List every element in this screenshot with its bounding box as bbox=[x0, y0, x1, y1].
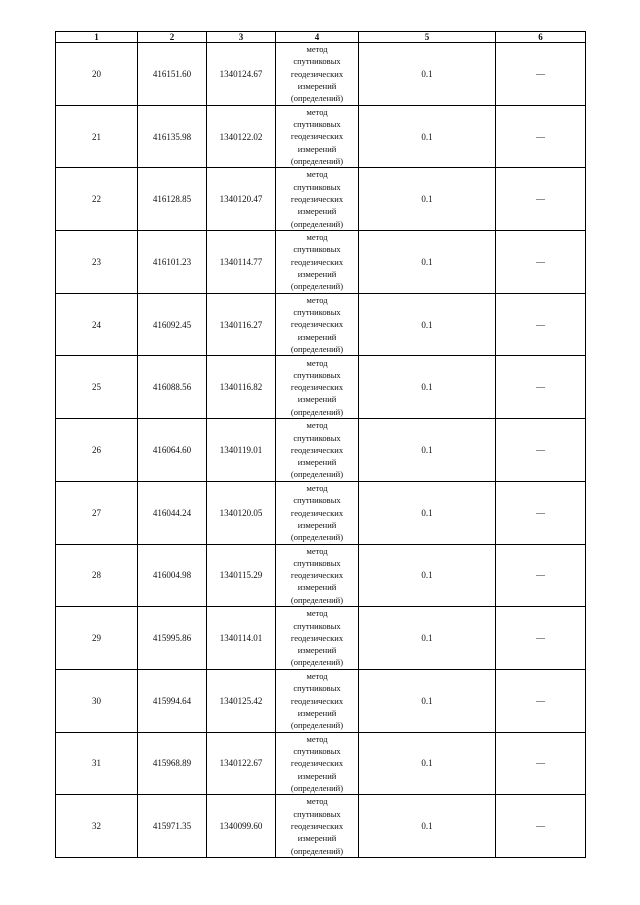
method-line: метод bbox=[306, 420, 328, 431]
note-cell: — bbox=[496, 669, 586, 732]
note-cell: — bbox=[496, 481, 586, 544]
method-cell bbox=[276, 481, 359, 544]
accuracy-cell: 0.1 bbox=[359, 732, 496, 795]
y-coordinate-cell: 1340120.05 bbox=[207, 481, 276, 544]
method-line: геодезических bbox=[290, 444, 344, 455]
y-coordinate-cell: 1340120.47 bbox=[207, 168, 276, 231]
method-line: спутниковых bbox=[293, 56, 341, 67]
y-coordinate-cell: 1340122.67 bbox=[207, 732, 276, 795]
method-line: (определений) bbox=[290, 845, 344, 856]
accuracy-cell: 0.1 bbox=[359, 419, 496, 482]
method-line: измерений bbox=[297, 331, 337, 342]
y-coordinate-cell: 1340116.82 bbox=[207, 356, 276, 419]
coordinates-table bbox=[55, 31, 586, 858]
point-number-cell: 21 bbox=[56, 105, 138, 168]
accuracy-cell: 0.1 bbox=[359, 43, 496, 106]
method-line: (определений) bbox=[290, 594, 344, 605]
method-cell bbox=[276, 544, 359, 607]
accuracy-cell: 0.1 bbox=[359, 795, 496, 858]
method-line: геодезических bbox=[290, 194, 344, 205]
method-line: метод bbox=[306, 169, 328, 180]
point-number-cell: 29 bbox=[56, 607, 138, 670]
method-line: измерений bbox=[297, 519, 337, 530]
point-number-cell: 28 bbox=[56, 544, 138, 607]
method-cell bbox=[276, 231, 359, 294]
method-line: метод bbox=[306, 670, 328, 681]
method-line: геодезических bbox=[290, 507, 344, 518]
method-line: геодезических bbox=[290, 68, 344, 79]
y-coordinate-cell: 1340116.27 bbox=[207, 293, 276, 356]
method-line: (определений) bbox=[290, 782, 344, 793]
method-line: геодезических bbox=[290, 820, 344, 831]
point-number-cell: 24 bbox=[56, 293, 138, 356]
note-cell: — bbox=[496, 168, 586, 231]
table-body bbox=[56, 43, 586, 858]
accuracy-cell: 0.1 bbox=[359, 105, 496, 168]
method-line: (определений) bbox=[290, 469, 344, 480]
point-number-cell: 23 bbox=[56, 231, 138, 294]
point-number-cell: 26 bbox=[56, 419, 138, 482]
method-line: спутниковых bbox=[293, 432, 341, 443]
method-cell bbox=[276, 607, 359, 670]
method-line: метод bbox=[306, 357, 328, 368]
method-line: измерений bbox=[297, 770, 337, 781]
note-cell: — bbox=[496, 607, 586, 670]
header-row bbox=[56, 32, 586, 43]
note-cell: — bbox=[496, 795, 586, 858]
method-line: (определений) bbox=[290, 532, 344, 543]
method-line: геодезических bbox=[290, 319, 344, 330]
x-coordinate-cell: 416135.98 bbox=[138, 105, 207, 168]
method-line: измерений bbox=[297, 394, 337, 405]
method-line: спутниковых bbox=[293, 745, 341, 756]
method-line: (определений) bbox=[290, 218, 344, 229]
table-row bbox=[56, 419, 586, 482]
y-coordinate-cell: 1340114.01 bbox=[207, 607, 276, 670]
method-line: метод bbox=[306, 106, 328, 117]
method-line: (определений) bbox=[290, 344, 344, 355]
x-coordinate-cell: 415971.35 bbox=[138, 795, 207, 858]
x-coordinate-cell: 415994.64 bbox=[138, 669, 207, 732]
method-line: измерений bbox=[297, 582, 337, 593]
y-coordinate-cell: 1340114.77 bbox=[207, 231, 276, 294]
accuracy-cell: 0.1 bbox=[359, 544, 496, 607]
point-number-cell: 31 bbox=[56, 732, 138, 795]
note-cell: — bbox=[496, 231, 586, 294]
method-line: измерений bbox=[297, 206, 337, 217]
accuracy-cell: 0.1 bbox=[359, 293, 496, 356]
method-line: метод bbox=[306, 796, 328, 807]
table-row bbox=[56, 168, 586, 231]
method-cell bbox=[276, 419, 359, 482]
method-cell bbox=[276, 795, 359, 858]
note-cell: — bbox=[496, 43, 586, 106]
method-line: спутниковых bbox=[293, 557, 341, 568]
table-row bbox=[56, 231, 586, 294]
x-coordinate-cell: 416004.98 bbox=[138, 544, 207, 607]
method-line: (определений) bbox=[290, 406, 344, 417]
table-row bbox=[56, 732, 586, 795]
x-coordinate-cell: 416151.60 bbox=[138, 43, 207, 106]
method-cell bbox=[276, 43, 359, 106]
header-col-1: 1 bbox=[56, 32, 138, 43]
method-line: геодезических bbox=[290, 632, 344, 643]
table-row bbox=[56, 607, 586, 670]
method-line: метод bbox=[306, 294, 328, 305]
note-cell: — bbox=[496, 293, 586, 356]
method-line: метод bbox=[306, 545, 328, 556]
method-line: метод bbox=[306, 44, 328, 55]
accuracy-cell: 0.1 bbox=[359, 669, 496, 732]
point-number-cell: 22 bbox=[56, 168, 138, 231]
method-line: измерений bbox=[297, 833, 337, 844]
method-line: измерений bbox=[297, 707, 337, 718]
point-number-cell: 30 bbox=[56, 669, 138, 732]
table-row bbox=[56, 43, 586, 106]
header-col-2: 2 bbox=[138, 32, 207, 43]
header-col-4: 4 bbox=[276, 32, 359, 43]
point-number-cell: 25 bbox=[56, 356, 138, 419]
note-cell: — bbox=[496, 105, 586, 168]
point-number-cell: 32 bbox=[56, 795, 138, 858]
x-coordinate-cell: 416101.23 bbox=[138, 231, 207, 294]
method-line: метод bbox=[306, 608, 328, 619]
x-coordinate-cell: 416128.85 bbox=[138, 168, 207, 231]
table-row bbox=[56, 544, 586, 607]
table-row bbox=[56, 795, 586, 858]
point-number-cell: 27 bbox=[56, 481, 138, 544]
table-row bbox=[56, 481, 586, 544]
accuracy-cell: 0.1 bbox=[359, 168, 496, 231]
method-line: спутниковых bbox=[293, 808, 341, 819]
accuracy-cell: 0.1 bbox=[359, 607, 496, 670]
method-line: спутниковых bbox=[293, 244, 341, 255]
point-number-cell: 20 bbox=[56, 43, 138, 106]
table-row bbox=[56, 105, 586, 168]
y-coordinate-cell: 1340119.01 bbox=[207, 419, 276, 482]
y-coordinate-cell: 1340099.60 bbox=[207, 795, 276, 858]
method-line: спутниковых bbox=[293, 307, 341, 318]
header-col-5: 5 bbox=[359, 32, 496, 43]
note-cell: — bbox=[496, 419, 586, 482]
note-cell: — bbox=[496, 732, 586, 795]
method-line: геодезических bbox=[290, 382, 344, 393]
method-line: измерений bbox=[297, 80, 337, 91]
method-line: геодезических bbox=[290, 570, 344, 581]
method-line: спутниковых bbox=[293, 369, 341, 380]
y-coordinate-cell: 1340124.67 bbox=[207, 43, 276, 106]
method-line: метод bbox=[306, 232, 328, 243]
table-row bbox=[56, 356, 586, 419]
method-cell bbox=[276, 732, 359, 795]
method-line: геодезических bbox=[290, 256, 344, 267]
method-line: измерений bbox=[297, 645, 337, 656]
method-line: (определений) bbox=[290, 720, 344, 731]
method-line: геодезических bbox=[290, 695, 344, 706]
method-line: спутниковых bbox=[293, 181, 341, 192]
accuracy-cell: 0.1 bbox=[359, 481, 496, 544]
method-line: (определений) bbox=[290, 281, 344, 292]
method-cell bbox=[276, 293, 359, 356]
method-line: спутниковых bbox=[293, 620, 341, 631]
x-coordinate-cell: 416064.60 bbox=[138, 419, 207, 482]
table-row bbox=[56, 293, 586, 356]
x-coordinate-cell: 416088.56 bbox=[138, 356, 207, 419]
note-cell: — bbox=[496, 356, 586, 419]
method-cell bbox=[276, 356, 359, 419]
method-line: (определений) bbox=[290, 657, 344, 668]
method-line: измерений bbox=[297, 269, 337, 280]
method-line: метод bbox=[306, 733, 328, 744]
y-coordinate-cell: 1340115.29 bbox=[207, 544, 276, 607]
accuracy-cell: 0.1 bbox=[359, 231, 496, 294]
method-cell bbox=[276, 669, 359, 732]
x-coordinate-cell: 416044.24 bbox=[138, 481, 207, 544]
header-col-6: 6 bbox=[496, 32, 586, 43]
method-line: измерений bbox=[297, 457, 337, 468]
note-cell: — bbox=[496, 544, 586, 607]
method-line: геодезических bbox=[290, 131, 344, 142]
method-cell bbox=[276, 105, 359, 168]
x-coordinate-cell: 415968.89 bbox=[138, 732, 207, 795]
y-coordinate-cell: 1340125.42 bbox=[207, 669, 276, 732]
method-line: метод bbox=[306, 482, 328, 493]
method-cell bbox=[276, 168, 359, 231]
method-line: геодезических bbox=[290, 758, 344, 769]
table-row bbox=[56, 669, 586, 732]
method-line: спутниковых bbox=[293, 683, 341, 694]
method-line: спутниковых bbox=[293, 495, 341, 506]
accuracy-cell: 0.1 bbox=[359, 356, 496, 419]
x-coordinate-cell: 416092.45 bbox=[138, 293, 207, 356]
method-line: спутниковых bbox=[293, 119, 341, 130]
method-line: измерений bbox=[297, 143, 337, 154]
y-coordinate-cell: 1340122.02 bbox=[207, 105, 276, 168]
header-col-3: 3 bbox=[207, 32, 276, 43]
method-line: (определений) bbox=[290, 93, 344, 104]
x-coordinate-cell: 415995.86 bbox=[138, 607, 207, 670]
method-line: (определений) bbox=[290, 155, 344, 166]
